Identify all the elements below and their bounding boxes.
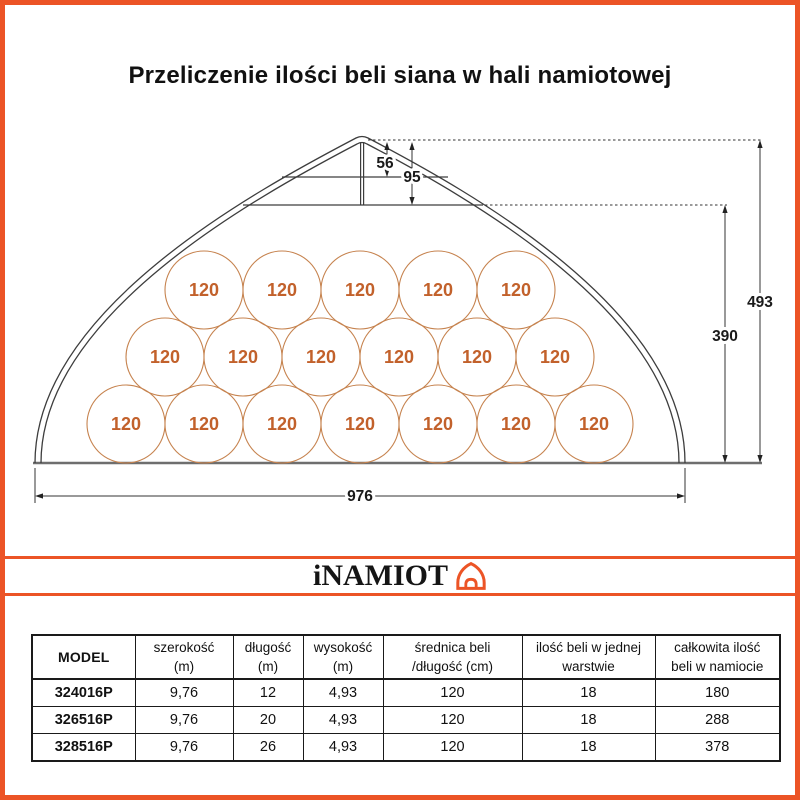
arrow-left-icon <box>35 493 43 498</box>
bale-diameter-label: 120 <box>422 414 454 434</box>
hall-cross-section-diagram <box>5 5 800 557</box>
bale-diameter-label: 120 <box>110 414 142 434</box>
cell: 18 <box>522 707 655 734</box>
header-line: całkowita ilość <box>674 640 761 655</box>
bale-diameter-label: 120 <box>539 347 571 367</box>
cell-model: 324016P <box>32 679 135 707</box>
bale-diameter-label: 120 <box>266 280 298 300</box>
spec-table-wrapper <box>31 634 781 762</box>
header-line: szerokość <box>153 640 215 655</box>
page-title: Przeliczenie ilości beli siana w hali namiotowej <box>128 62 672 89</box>
cell: 18 <box>522 679 655 707</box>
header-line: ilość beli w jednej <box>535 640 642 655</box>
cell: 180 <box>655 679 780 707</box>
header-row <box>32 635 780 679</box>
col-header-wysokosc <box>303 635 383 679</box>
table-row <box>32 707 780 734</box>
bale-diameter-label: 120 <box>344 414 376 434</box>
bale-diameter-label: 120 <box>500 414 532 434</box>
cell: 4,93 <box>303 734 383 762</box>
bale-diameter-label: 120 <box>305 347 337 367</box>
cell: 120 <box>383 707 522 734</box>
bale-diameter-label: 120 <box>461 347 493 367</box>
dimension-95-label: 95 <box>403 169 421 186</box>
table-row <box>32 679 780 707</box>
cell: 4,93 <box>303 679 383 707</box>
cell-model: 328516P <box>32 734 135 762</box>
arrow-right-icon <box>677 493 685 498</box>
bale-diameter-label: 120 <box>188 280 220 300</box>
cell-model: 326516P <box>32 707 135 734</box>
header-line: długość <box>244 640 292 655</box>
header-unit: /długość (cm) <box>411 659 494 674</box>
header-line: wysokość <box>313 640 373 655</box>
cell: 288 <box>655 707 780 734</box>
header-unit: (m) <box>173 659 195 674</box>
arrow-down-icon <box>409 197 414 205</box>
header-line: średnica beli <box>414 640 491 655</box>
spec-table <box>31 634 781 762</box>
logo-text: iNAMIOT <box>313 559 448 592</box>
cell: 18 <box>522 734 655 762</box>
divider-rule-bottom <box>5 593 795 596</box>
col-header-szerokosc <box>135 635 233 679</box>
arrow-up-icon <box>757 140 762 148</box>
cell: 4,93 <box>303 707 383 734</box>
dimension-493-label: 493 <box>747 294 773 311</box>
col-header-calkowita <box>655 635 780 679</box>
cell: 9,76 <box>135 734 233 762</box>
bale-diameter-label: 120 <box>266 414 298 434</box>
cell: 120 <box>383 734 522 762</box>
bale-diameter-label: 120 <box>383 347 415 367</box>
bale-diameter-label: 120 <box>422 280 454 300</box>
bale-diameter-label: 120 <box>344 280 376 300</box>
cell: 26 <box>233 734 303 762</box>
dimension-390-label: 390 <box>712 328 738 345</box>
cell: 120 <box>383 679 522 707</box>
header-unit: (m) <box>332 659 354 674</box>
dimension-976-label: 976 <box>347 488 373 505</box>
cell: 9,76 <box>135 707 233 734</box>
bale-diameter-label: 120 <box>188 414 220 434</box>
col-header-ilosc-warstwa <box>522 635 655 679</box>
bale-diameter-label: 120 <box>149 347 181 367</box>
col-header-srednica <box>383 635 522 679</box>
bale-diameter-label: 120 <box>500 280 532 300</box>
dimension-56-label: 56 <box>376 155 394 172</box>
table-row <box>32 734 780 762</box>
cell: 20 <box>233 707 303 734</box>
header-line: warstwie <box>562 659 615 674</box>
bale-diameter-label: 120 <box>227 347 259 367</box>
col-header-model <box>32 635 135 679</box>
cell: 12 <box>233 679 303 707</box>
bale-diameter-label: 120 <box>578 414 610 434</box>
cell: 9,76 <box>135 679 233 707</box>
header-line: beli w namiocie <box>671 659 764 674</box>
col-header-dlugosc <box>233 635 303 679</box>
tent-icon <box>455 561 487 591</box>
arrow-up-icon <box>409 142 414 150</box>
header-line: MODEL <box>57 648 110 665</box>
arrow-up-icon <box>384 142 389 150</box>
arrow-up-icon <box>722 205 727 213</box>
logo-band <box>5 558 795 594</box>
cell: 378 <box>655 734 780 762</box>
header-unit: (m) <box>257 659 279 674</box>
